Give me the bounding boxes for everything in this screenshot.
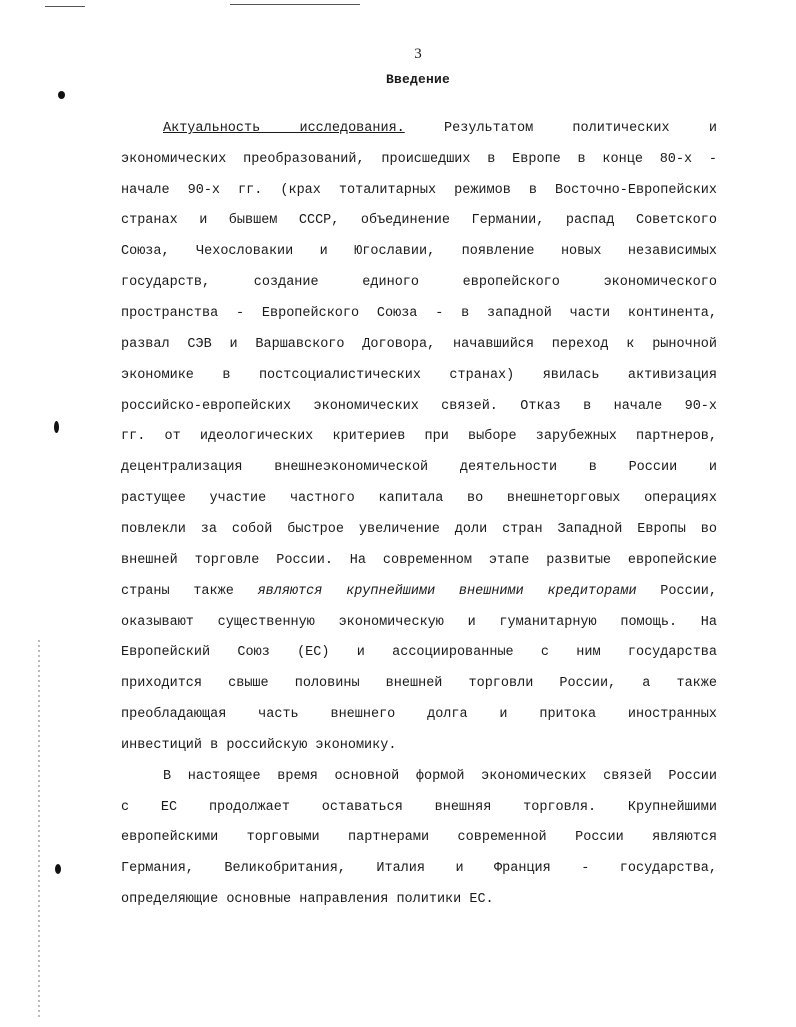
paragraph-line: странах и бывшем СССР, объединение Германии, распад Советского [121,213,717,228]
paragraph-line: пространства - Европейского Союза - в западной части континента, [121,306,717,321]
paragraph-line: преобладающая часть внешнего долга и притока иностранных [121,707,717,722]
paragraph-line: оказывают существенную экономическую и гуманитарную помощь. На [121,615,717,630]
paragraph-line: Союза, Чехословакии и Югославии, появление новых независимых [121,244,717,259]
paragraph-line: развал СЭВ и Варшавского Договора, начавшийся переход к рыночной [121,337,717,352]
paragraph-line: внешней торговле России. На современном этапе развитые европейские [121,553,717,568]
paragraph-line: экономике в постсоциалистических странах) явилась активизация [121,368,717,383]
paragraph-line: экономических преобразований, происшедших в Европе в конце 80-х - [121,152,717,167]
paragraph-line: инвестиций в российскую экономику. [121,738,397,753]
paragraph-line: Европейский Союз (ЕС) и ассоциированные с ним государства [121,645,717,660]
page-number: 3 [414,46,422,62]
section-label: Актуальность исследования. [163,121,405,136]
paragraph-line: начале 90-х гг. (крах тоталитарных режимов в Восточно-Европейских [121,183,717,198]
scan-artifact-line [230,4,360,5]
page-title: Введение [385,72,450,87]
paragraph-line: определяющие основные направления политики ЕС. [121,892,494,907]
paragraph-line: российско-европейских экономических связей. Отказ в начале 90-х [121,399,717,414]
scan-artifact-dot [58,91,65,99]
paragraph-line: Германия, Великобритания, Италия и Франция - государства, [121,861,717,876]
paragraph-line: повлекли за собой быстрое увеличение доли стран Западной Европы во [121,522,717,537]
paragraph-line: страны также являются крупнейшими внешними кредиторами России, [121,584,718,599]
scan-artifact-dot [55,864,61,874]
paragraph-line: европейскими торговыми партнерами современной России являются [121,830,717,845]
paragraph-line: приходится свыше половины внешней торговли России, а также [121,676,717,691]
paragraph-line: с ЕС продолжает оставаться внешняя торговля. Крупнейшими [121,800,717,815]
paragraph-line: государств, создание единого европейского экономического [121,275,717,290]
scan-artifact-line [45,6,85,7]
paragraph-line: растущее участие частного капитала во внешнеторговых операциях [121,491,717,506]
scan-edge-shadow [38,640,40,1020]
paragraph-line: гг. от идеологических критериев при выборе зарубежных партнеров, [121,429,717,444]
scan-artifact-dot [54,421,59,433]
paragraph-line: В настоящее время основной формой экономических связей России [163,769,717,784]
paragraph-line: Актуальность исследования. Результатом политических и [163,121,717,136]
paragraph-line: децентрализация внешнеэкономической деятельности в России и [121,460,717,475]
